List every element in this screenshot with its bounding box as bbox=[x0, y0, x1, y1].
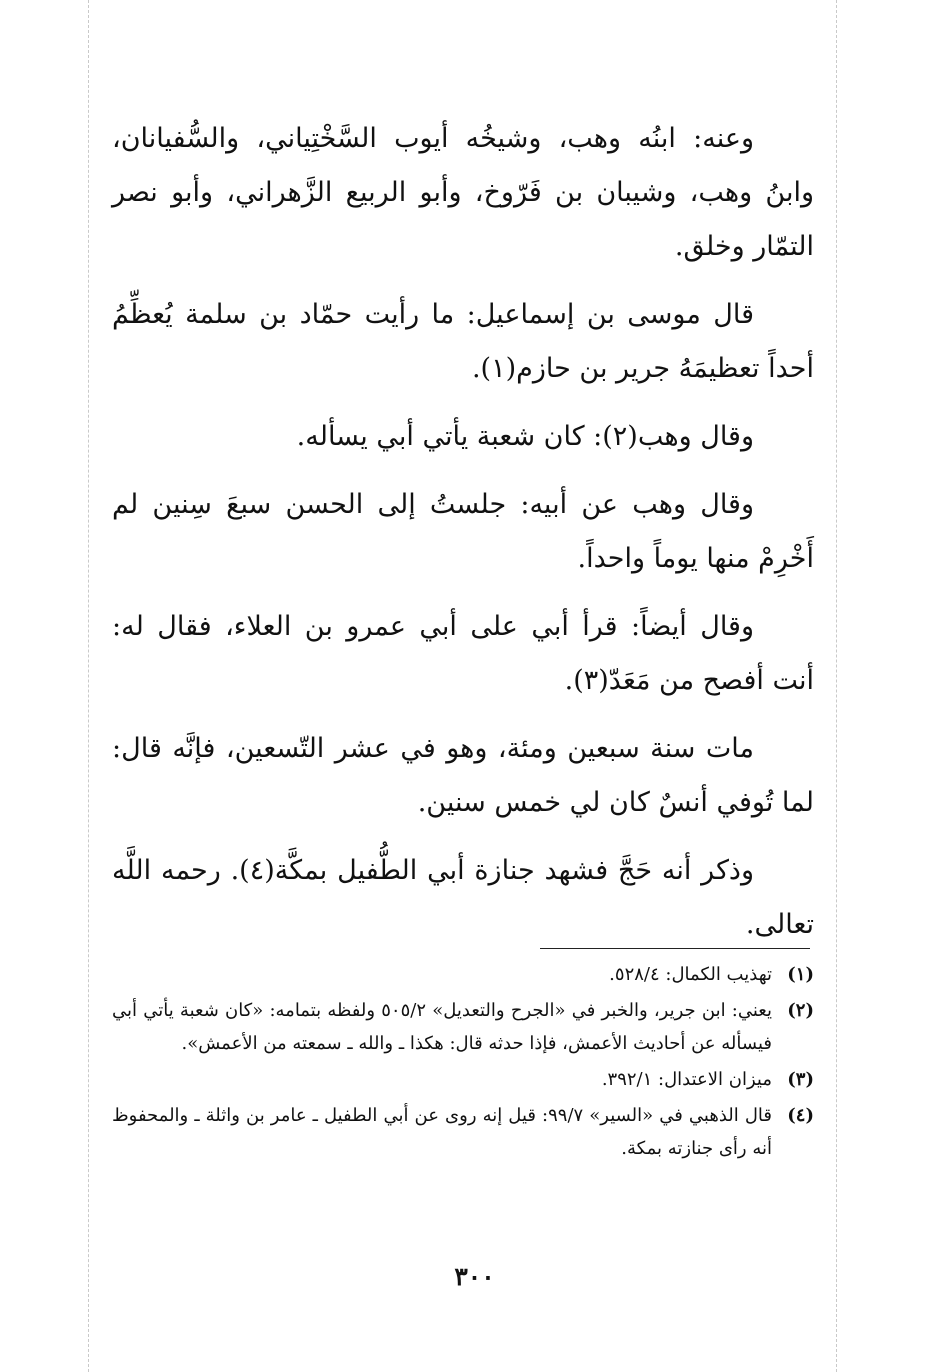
footnote-text: يعني: ابن جرير، والخبر في «الجرح والتعديل» ٥٠٥/٢ ولفظه بتمامه: «كان شعبة يأتي أبي فيسأله عن أحاديث الأعمش، فإذا حدثه قال: هكذا ـ والله ـ سمعته من الأعمش». bbox=[112, 1000, 772, 1054]
footnote bbox=[112, 1099, 814, 1165]
footnote-text: تهذيب الكمال: ٥٢٨/٤. bbox=[609, 964, 772, 985]
page-number: ٣٠٠ bbox=[454, 1262, 495, 1291]
footnote-number: (٣) bbox=[787, 1069, 814, 1090]
paragraph: قال موسى بن إسماعيل: ما رأيت حمّاد بن سلمة يُعظِّمُ أحداً تعظيمَهُ جرير بن حازم(١). bbox=[112, 299, 814, 384]
footnote-number: (٢) bbox=[787, 1000, 814, 1021]
scan-fold-line-left bbox=[88, 0, 89, 1372]
paragraph: وقال وهب عن أبيه: جلستُ إلى الحسن سبعَ سِنين لم أَخْرِمْ منها يوماً واحداً. bbox=[112, 489, 814, 574]
scan-fold-line-right bbox=[836, 0, 837, 1372]
footnote bbox=[112, 994, 814, 1060]
footnote-separator bbox=[540, 948, 810, 949]
main-text bbox=[112, 112, 814, 966]
paragraph: وعنه: ابنُه وهب، وشيخُه أيوب السَّخْتِياني، والسُّفيانان، وابنُ وهب، وشيبان بن فَرّوخ، وأبو الربيع الزَّهراني، وأبو نصر التمّار وخلق. bbox=[112, 123, 814, 262]
paragraph: وذكر أنه حَجَّ فشهد جنازة أبي الطُّفيل بمكَّة(٤). رحمه اللَّه تعالى. bbox=[112, 855, 814, 940]
footnotes bbox=[112, 958, 814, 1168]
paragraph: وقال أيضاً: قرأ أبي على أبي عمرو بن العلاء، فقال له: أنت أفصح من مَعَدّ(٣). bbox=[112, 611, 814, 696]
footnote-text: قال الذهبي في «السير» ٩٩/٧: قيل إنه روى عن أبي الطفيل ـ عامر بن واثلة ـ والمحفوظ أنه رأى جنازته بمكة. bbox=[112, 1105, 772, 1159]
footnote-number: (١) bbox=[787, 964, 814, 985]
footnote bbox=[112, 958, 814, 991]
footnote-number: (٤) bbox=[787, 1105, 814, 1126]
paragraph: وقال وهب(٢): كان شعبة يأتي أبي يسأله. bbox=[296, 421, 754, 452]
paragraph: مات سنة سبعين ومئة، وهو في عشر التّسعين، فإنَّه قال: لما تُوفي أنسٌ كان لي خمس سنين. bbox=[112, 733, 814, 818]
footnote-text: ميزان الاعتدال: ٣٩٢/١. bbox=[601, 1069, 772, 1090]
footnote bbox=[112, 1063, 814, 1096]
